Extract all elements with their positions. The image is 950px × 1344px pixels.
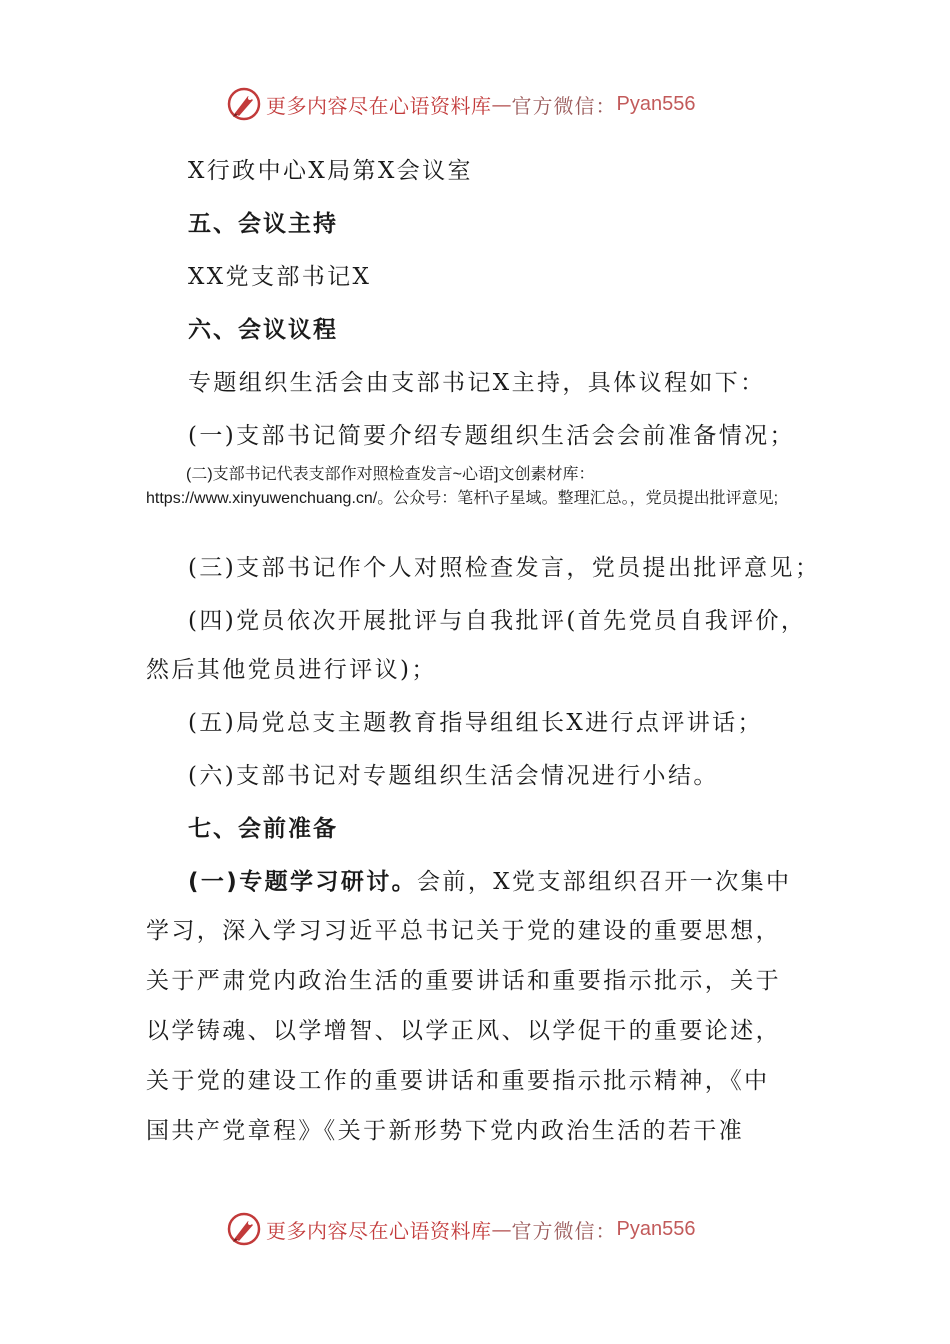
banner-main-text: 更多内容尽在心语资料库 — [266, 93, 492, 118]
pen-logo-icon — [226, 86, 262, 122]
prep-item-1-line6: 国共产党章程》《关于新形势下党内政治生活的若干准 — [146, 1118, 745, 1144]
agenda-intro: 专题组织生活会由支部书记X主持，具体议程如下： — [188, 370, 766, 396]
section-heading-prep: 七、会前准备 — [188, 816, 338, 842]
banner-wechat-id: Pyan556 — [616, 1217, 696, 1240]
header-banner — [226, 84, 695, 124]
prep-item-1-line4: 以学铸魂、以学增智、以学正风、以学促干的重要论述， — [146, 1018, 781, 1044]
banner-official-label: 官方微信： — [511, 1218, 617, 1243]
prep-item-1-title: (一)专题学习研讨。 — [188, 869, 418, 895]
agenda-item-4-line2: 然后其他党员进行评议)； — [146, 657, 437, 683]
section-heading-agenda: 六、会议议程 — [188, 317, 338, 343]
banner-wechat-id: Pyan556 — [616, 92, 696, 115]
banner-separator: — — [491, 1217, 512, 1241]
pen-logo-icon — [226, 1211, 262, 1247]
agenda-item-1: (一)支部书记简要介绍专题组织生活会会前准备情况； — [188, 423, 795, 449]
agenda-item-2: (二)支部书记代表支部作对照检查发言~心语]文创素材库：https://www.xinyuwenchuang.cn/。公众号：笔杆\子星域。整理汇总。，党员提出批评意见; — [146, 466, 779, 507]
agenda-item-5: (五)局党总支主题教育指导组组长X进行点评讲话； — [188, 710, 763, 736]
prep-item-1-text: 会前，X党支部组织召开一次集中 — [417, 869, 792, 895]
meeting-location: X行政中心X局第X会议室 — [188, 158, 473, 184]
section-heading-host: 五、会议主持 — [188, 211, 338, 237]
meeting-host: XX党支部书记X — [188, 264, 372, 290]
banner-official-label: 官方微信： — [511, 93, 617, 118]
prep-item-1-line1 — [188, 867, 791, 897]
agenda-item-3: (三)支部书记作个人对照检查发言，党员提出批评意见； — [188, 555, 821, 581]
banner-separator: — — [491, 92, 512, 116]
banner-main-text: 更多内容尽在心语资料库 — [266, 1218, 492, 1243]
agenda-item-4-line1: (四)党员依次开展批评与自我批评(首先党员自我评价， — [188, 608, 807, 634]
agenda-item-6: (六)支部书记对专题组织生活会情况进行小结。 — [188, 763, 719, 789]
prep-item-1-line5: 关于党的建设工作的重要讲话和重要指示批示精神，《中 — [146, 1068, 770, 1094]
prep-item-1-line3: 关于严肃党内政治生活的重要讲话和重要指示批示，关于 — [146, 968, 781, 994]
prep-item-1-line2: 学习，深入学习习近平总书记关于党的建设的重要思想， — [146, 918, 781, 944]
footer-banner — [226, 1209, 695, 1249]
